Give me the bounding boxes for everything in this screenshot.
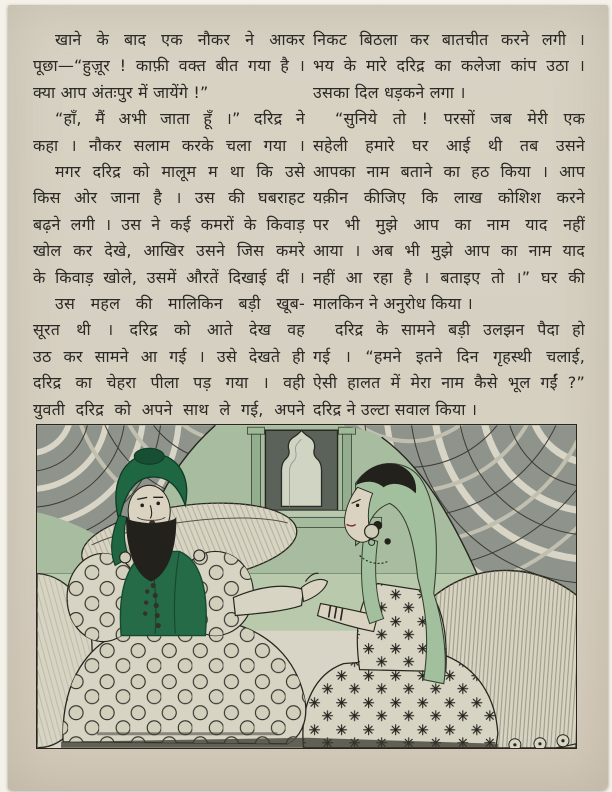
- story-illustration: [36, 424, 577, 749]
- text-line: पूछा—“हुज़ूर ! काफ़ी वक्त बीत गया है ।: [33, 56, 305, 76]
- text-line: सहेली हमारे घर आई थी तब उसने: [313, 135, 585, 155]
- right-column: [313, 27, 585, 423]
- text-line: किस ओर जाना है । उस की घबराहट: [33, 188, 305, 208]
- text-line: कहा । नौकर सलाम करके चला गया ।: [33, 135, 305, 155]
- text-line: ऐसी हालत में मेरा नाम कैसे भूल गईं ?”: [313, 373, 585, 393]
- text-line: उस महल की मालिकिन बड़ी खूब-: [55, 294, 305, 314]
- text-line: भय के मारे दरिद्र का कलेजा कांप उठा ।: [313, 56, 585, 76]
- text-line: बढ़ने लगी । उस ने कई कमरों के किवाड़: [33, 214, 305, 234]
- text-line: गई । “हमने इतने दिन गृहस्थी चलाई,: [313, 346, 585, 366]
- text-line: उठ कर सामने आ गई । उसे देखते ही: [33, 346, 305, 366]
- text-line: के किवाड़ खोले, उसमें औरतें दिखाई दीं ।: [33, 267, 305, 287]
- text-line: दरिद्र के सामने बड़ी उलझन पैदा हो: [335, 320, 585, 340]
- text-line: सूरत थी । दरिद्र को आते देख वह: [33, 320, 305, 340]
- text-line: आपका नाम बताने का हठ किया । आप: [313, 162, 585, 182]
- text-columns: [33, 27, 585, 423]
- text-line: दरिद्र ने उल्टा सवाल किया ।: [313, 399, 478, 419]
- text-line: क्या आप अंतःपुर में जायेंगे !”: [33, 82, 209, 102]
- text-line: उसका दिल धड़कने लगा ।: [313, 82, 466, 102]
- text-line: युवती दरिद्र को अपने साथ ले गई, अपने: [33, 399, 305, 419]
- text-line: निकट बिठला कर बातचीत करने लगी ।: [313, 30, 585, 49]
- text-line: नहीं आ रहा है । बताइए तो ।” घर की: [313, 267, 585, 287]
- text-line: “हाँ, मैं अभी जाता हूँ ।” दरिद्र ने: [55, 109, 305, 129]
- text-line: खोल कर देखे, आखिर उसने जिस कमरे: [33, 241, 305, 261]
- text-line: आया । अब भी मुझे आप का नाम याद: [313, 241, 585, 261]
- text-line: मगर दरिद्र को मालूम म था कि उसे: [55, 162, 305, 182]
- text-line: पर भी मुझे आप का नाम याद नहीं: [313, 214, 585, 234]
- text-line: मालकिन ने अनुरोध किया ।: [313, 294, 473, 314]
- text-line: “सुनिये तो ! परसों जब मेरी एक: [335, 109, 585, 129]
- left-column: [33, 27, 305, 423]
- text-line: दरिद्र का चेहरा पीला पड़ गया । वही: [33, 373, 305, 393]
- text-line: खाने के बाद एक नौकर ने आकर: [55, 30, 305, 49]
- text-line: यक़ीन कीजिए कि लाख कोशिश करने: [313, 188, 585, 208]
- book-page: [8, 5, 608, 790]
